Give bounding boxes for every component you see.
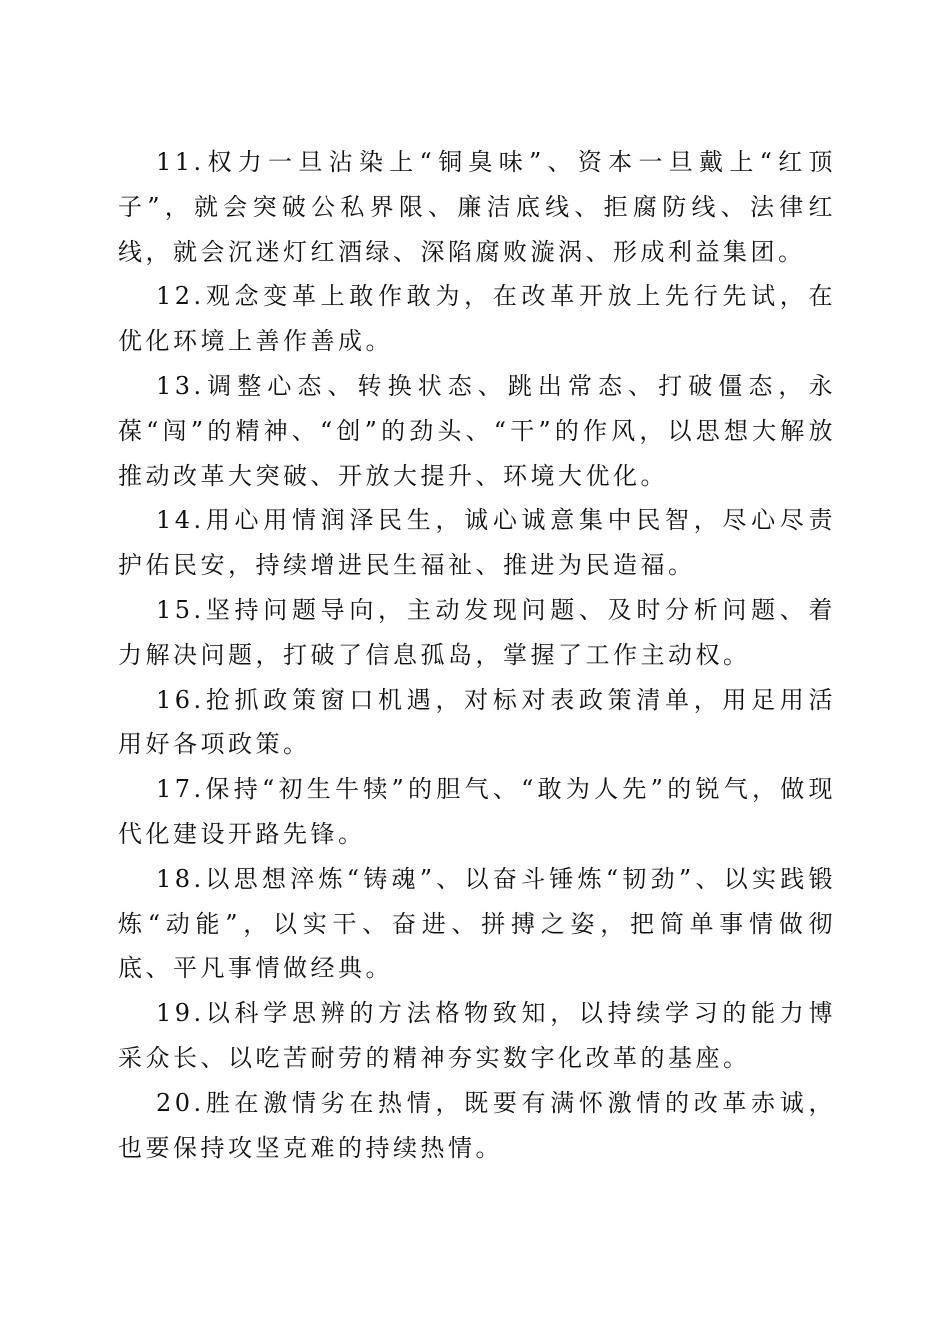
paragraph-15: 15.坚持问题导向，主动发现问题、及时分析问题、着力解决问题，打破了信息孤岛，掌握了工作主动权。 <box>118 595 836 669</box>
paragraph-13: 13.调整心态、转换状态、跳出常态、打破僵态，永葆“闯”的精神、“创”的劲头、“干”的作风，以思想大解放推动改革大突破、开放大提升、环境大优化。 <box>118 371 836 490</box>
paragraph-17: 17.保持“初生牛犊”的胆气、“敢为人先”的锐气，做现代化建设开路先锋。 <box>118 775 836 848</box>
paragraph-20: 20.胜在激情劣在热情，既要有满怀激情的改革赤诚，也要保持攻坚克难的持续热情。 <box>118 1088 836 1162</box>
paragraph-16: 16.抢抓政策窗口机遇，对标对表政策清单，用足用活用好各项政策。 <box>118 685 836 759</box>
paragraph-11: 11.权力一旦沾染上“铜臭味”、资本一旦戴上“红顶子”，就会突破公私界限、廉洁底线、拒腐防线、法律红线，就会沉迷灯红酒绿、深陷腐败漩涡、形成利益集团。 <box>118 148 836 266</box>
paragraph-18: 18.以思想淬炼“铸魂”、以奋斗锤炼“韧劲”、以实践锻炼“动能”，以实干、奋进、拼搏之姿，把简单事情做彻底、平凡事情做经典。 <box>118 864 836 983</box>
paragraph-14: 14.用心用情润泽民生，诚心诚意集中民智，尽心尽责护佑民安，持续增进民生福祉、推进为民造福。 <box>118 506 836 580</box>
paragraph-19: 19.以科学思辨的方法格物致知，以持续学习的能力博采众长、以吃苦耐劳的精神夯实数字化改革的基座。 <box>118 999 836 1072</box>
paragraph-12: 12.观念变革上敢作敢为，在改革开放上先行先试，在优化环境上善作善成。 <box>118 282 836 356</box>
document-body <box>118 140 836 1170</box>
